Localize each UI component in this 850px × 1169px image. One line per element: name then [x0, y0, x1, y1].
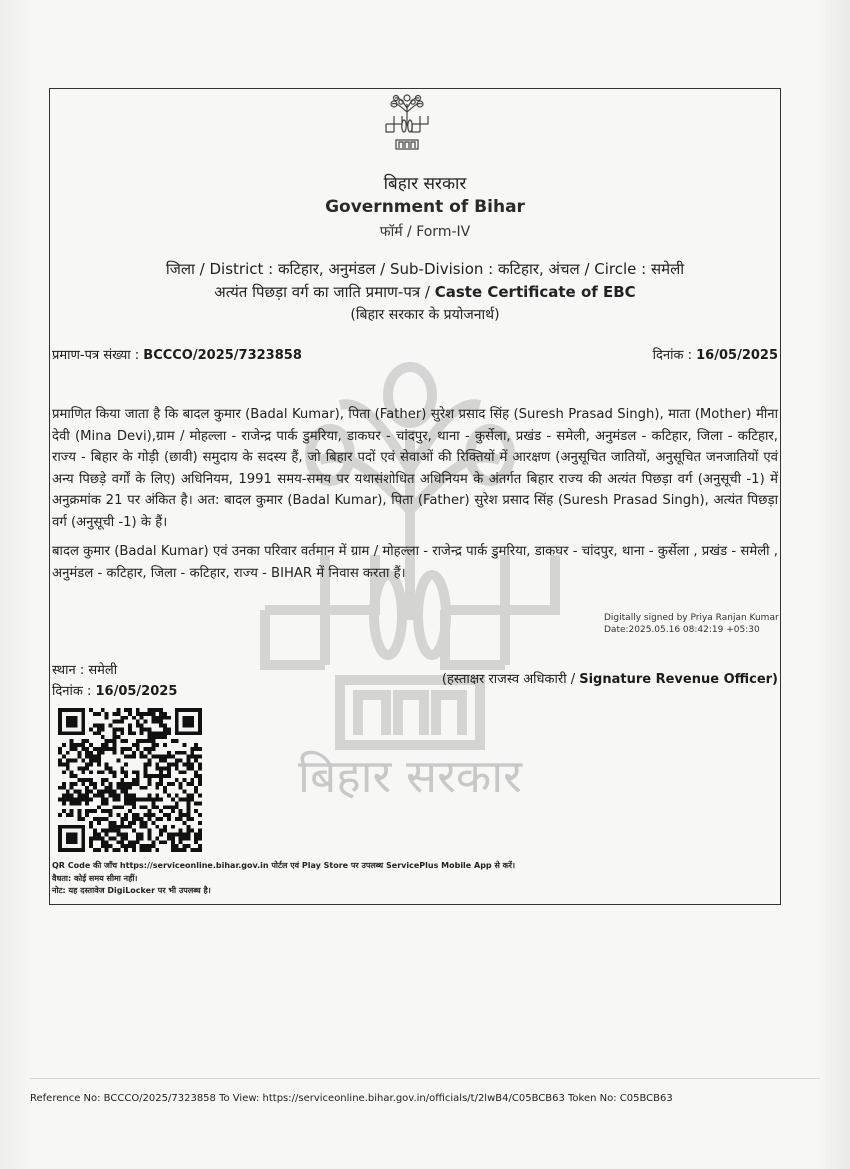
bihar-emblem-icon [382, 92, 432, 154]
qr-verification-note: QR Code की जाँच https://serviceonline.bihar.gov.in पोर्टल एवं Play Store पर उपलब्ध ServicePlus Mobile App से करें। [52, 861, 516, 870]
circle-value: समेली [651, 260, 685, 278]
digital-signature-date: Date:2025.05.16 08:42:19 +05:30 [604, 625, 760, 635]
place-label: स्थान : [52, 663, 85, 678]
certificate-date [653, 345, 778, 363]
header-title-hindi: बिहार सरकार [383, 174, 467, 194]
watermark-text: बिहार सरकार [298, 749, 522, 800]
district-value: कटिहार, [277, 260, 324, 278]
footer-reference: Reference No: BCCCO/2025/7323858 To View: https://serviceonline.bihar.gov.in/officials/t/2lwB4/C05BCB63 Token No: C05BCB63 [30, 1093, 673, 1104]
validity-note: वैधता: कोई समय सीमा नहीं। [52, 873, 138, 883]
form-label: फॉर्म / Form-IV [379, 224, 471, 240]
certificate-title [0, 282, 850, 302]
certificate-title-hindi: अत्यंत पिछड़ा वर्ग का जाति प्रमाण-पत्र / [214, 283, 430, 301]
qr-code-icon [56, 708, 204, 852]
place-block [52, 660, 177, 702]
location-line [0, 259, 850, 279]
officer-signature-label [442, 669, 778, 687]
subdivision-value: कटिहार, [498, 260, 544, 278]
officer-signature-hindi: (हस्ताक्षर राजस्व अधिकारी / [441, 672, 576, 687]
certificate-purpose: (बिहार सरकार के प्रयोजनार्थ) [350, 307, 500, 323]
subdivision-label: अनुमंडल / Sub-Division : [328, 260, 494, 278]
certificate-date-label: दिनांक : [652, 348, 692, 363]
digital-signature-signer: Digitally signed by Priya Ranjan Kumar [604, 613, 779, 623]
header-title-english: Government of Bihar [325, 197, 525, 217]
officer-signature-english: Signature Revenue Officer) [579, 672, 778, 687]
certificate-number-value: BCCCO/2025/7323858 [143, 348, 302, 363]
certificate-body-paragraph-2: बादल कुमार (Badal Kumar) एवं उनका परिवार वर्तमान में ग्राम / मोहल्ला - राजेन्द्र पार्क डुमरिया, डाकघर - चांदपुर, थाना - कुर्सेला , प्रखंड - समेली , अनुमंडल - कटिहार, जिला - कटिहार, राज्य - BIHAR में निवास करता हैं। [52, 544, 778, 581]
certificate-number-label: प्रमाण-पत्र संख्या : [52, 348, 140, 363]
certificate-title-english: Caste Certificate of EBC [434, 283, 636, 301]
place-date-value: 16/05/2025 [95, 684, 178, 699]
digital-signature [604, 612, 779, 636]
circle-label: अंचल / Circle : [548, 260, 647, 278]
place-date-label: दिनांक : [52, 684, 92, 699]
footer-divider [30, 1078, 820, 1079]
certificate-body-paragraph-1: प्रमाणित किया जाता है कि बादल कुमार (Badal Kumar), पिता (Father) सुरेश प्रसाद सिंह (Suresh Prasad Singh), माता (Mother) मीना देवी (Mina Devi),ग्राम / मोहल्ला - राजेन्द्र पार्क डुमरिया, डाकघर - चांदपुर, थाना - कुर्सेला, प्रखंड - समेली, अनुमंडल - कटिहार, जिला - कटिहार, राज्य - बिहार के गोड़ी (छावी) समुदाय के सदस्य हैं, जो बिहार पदों एवं सेवाओं की रिक्तियों में आरक्षण (अनुसूचित जातियों, अनुसूचित जनजातियों एवं अन्य पिछड़े वर्गों के लिए) अधिनियम, 1991 समय-समय पर यथासंशोधित अधिनियम के अंतर्गत बिहार राज्य की अत्यंत पिछड़ा वर्ग (अनुसूची -1) में अनुक्रमांक 21 पर अंकित है। अत: बादल कुमार (Badal Kumar), पिता (Father) सुरेश प्रसाद सिंह (Suresh Prasad Singh), अत्यंत पिछड़ा वर्ग (अनुसूची -1) के हैं। [52, 407, 778, 530]
digilocker-note: नोट: यह दस्तावेज DigiLocker पर भी उपलब्ध है। [52, 886, 211, 895]
notes-block [52, 860, 515, 898]
place-value: समेली [88, 663, 118, 678]
district-label: जिला / District : [165, 260, 274, 278]
certificate-date-value: 16/05/2025 [696, 348, 778, 363]
